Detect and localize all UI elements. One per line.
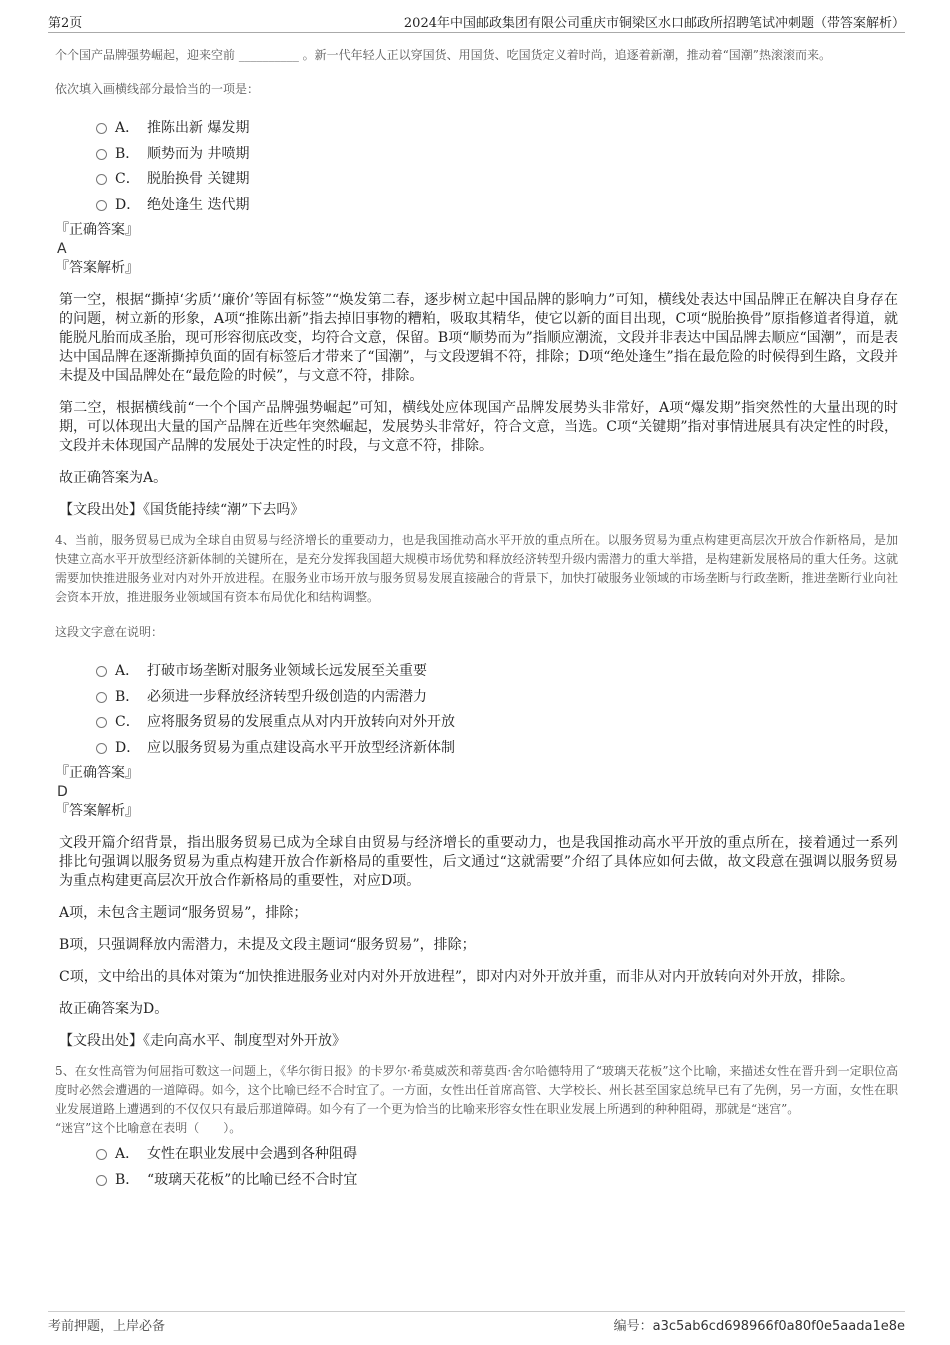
document-id: [614, 1315, 905, 1334]
analysis-option-b: B项，只强调释放内需潜力，未提及文段主题词“服务贸易”，排除；: [59, 937, 476, 953]
analysis-option-c: C项，文中给出的具体对策为“加快推进服务业对内对外开放进程”，即对内对外开放并重，而非从对内开放转向对外开放，排除。: [59, 969, 855, 985]
radio-icon[interactable]: [96, 692, 107, 703]
blank-line: __________: [238, 48, 299, 62]
question-stem: [55, 46, 898, 65]
stem-text-after: 。新一代年轻人正以穿国货、用国货、吃国货定义着时尚，追逐着新潮，推动着“国潮”热滚滚而来。: [302, 48, 831, 62]
radio-icon[interactable]: [96, 200, 107, 211]
options-list: [55, 1143, 898, 1194]
option-d[interactable]: D． 应以服务贸易为重点建设高水平开放型经济新体制: [55, 737, 898, 763]
footer-slogan: 考前押题，上岸必备: [48, 1319, 166, 1334]
analysis-paragraph: 第二空，根据横线前“一个个国产品牌强势崛起”可知，横线处应体现国产品牌发展势头非常好，A项“爆发期”指突然性的大量出现的时期，可以体现出大量的国产品牌在近些年突然崛起，发展势头非常好，符合文意，当选。C项“关键期”指对事情进展具有决定性的时段，文段并未体现国产品牌的发展处于决定性的时段，与文意不符，排除。: [59, 400, 898, 454]
option-b[interactable]: B． “玻璃天花板”的比喻已经不合时宜: [55, 1169, 898, 1195]
analysis-conclusion: 故正确答案为D。: [59, 1001, 169, 1017]
radio-icon[interactable]: [96, 666, 107, 677]
page-header: [48, 10, 905, 33]
radio-icon[interactable]: [96, 743, 107, 754]
answer-analysis-label: 『答案解析』: [55, 803, 139, 819]
radio-icon[interactable]: [96, 717, 107, 728]
option-a[interactable]: A． 打破市场垄断对服务业领域长远发展至关重要: [55, 660, 898, 686]
correct-answer: D: [57, 784, 68, 800]
options-list: [55, 660, 898, 762]
analysis-paragraph: 第一空，根据“撕掉‘劣质’‘廉价’等固有标签”“焕发第二春，逐步树立起中国品牌的影响力”可知，横线处表达中国品牌正在解决自身存在的问题，树立新的形象，A项“推陈出新”指去掉旧事物的糟粕，吸取其精华，使它以新的面目出现，C项“脱胎换骨”原指修道者得道，就能脱凡胎而成圣胎，现可形容彻底改变，均符合文意，保留。B项“顺势而为”指顺应潮流，文段并非表达中国品牌去顺应“国潮”，而是表达中国品牌在逐渐撕掉负面的固有标签后才带来了“国潮”，与文段逻辑不符，排除；D项“绝处逢生”指在最危险的时候得到生路，文段并未提及中国品牌处在“最危险的时候”，与文意不符，排除。: [59, 292, 898, 384]
option-c[interactable]: C． 应将服务贸易的发展重点从对内开放转向对外开放: [55, 711, 898, 737]
question-prompt: “迷宫”这个比喻意在表明（ ）。: [55, 1121, 242, 1135]
option-a[interactable]: A． 女性在职业发展中会遇到各种阻碍: [55, 1143, 898, 1169]
option-b[interactable]: B． 顺势而为 井喷期: [55, 143, 898, 169]
question-prompt: 这段文字意在说明：: [55, 625, 164, 639]
options-list: [55, 117, 898, 219]
analysis-option-a: A项，未包含主题词“服务贸易”，排除；: [59, 905, 308, 921]
question-3: [55, 46, 898, 520]
page-footer: [48, 1311, 905, 1334]
question-stem: 4、当前，服务贸易已成为全球自由贸易与经济增长的重要动力，也是我国推动高水平开放的重点所在。以服务贸易为重点构建更高层次开放合作新格局，是加快建立高水平开放型经济新体制的关键所在，是充分发挥我国超大规模市场优势和释放经济转型升级内需潜力的重大举措，是构建新发展格局的重大任务。这就需要加快推进服务业对内对外开放进程。在服务业市场开放与服务贸易发展直接融合的背景下，加快打破服务业领域的市场垄断与行政垄断，推进垄断行业向社会资本开放，推进服务业领域国有资本布局优化和结构调整。: [55, 533, 898, 604]
stem-text-before: 个个国产品牌强势崛起，迎来空前: [55, 48, 236, 62]
document-id-label: 编号：: [613, 1319, 653, 1334]
radio-icon[interactable]: [96, 149, 107, 160]
question-5: [55, 1062, 898, 1194]
question-4: [55, 531, 898, 1051]
radio-icon[interactable]: [96, 123, 107, 134]
correct-answer-label: 『正确答案』: [55, 765, 139, 781]
answer-analysis-label: 『答案解析』: [55, 260, 139, 276]
answer-analysis: [55, 834, 898, 1051]
option-a[interactable]: A． 推陈出新 爆发期: [55, 117, 898, 143]
radio-icon[interactable]: [96, 1149, 107, 1160]
option-d[interactable]: D． 绝处逢生 迭代期: [55, 194, 898, 220]
option-c[interactable]: C． 脱胎换骨 关键期: [55, 168, 898, 194]
radio-icon[interactable]: [96, 1175, 107, 1186]
option-b[interactable]: B． 必须进一步释放经济转型升级创造的内需潜力: [55, 686, 898, 712]
question-stem: 5、在女性高管为何屈指可数这一问题上，《华尔街日报》的卡罗尔·希莫威茨和蒂莫西·舍尔哈德特用了“玻璃天花板”这个比喻，来描述女性在晋升到一定职位高度时必然会遭遇的一道障碍。如今，这个比喻已经不合时宜了。一方面，女性出任首席高管、大学校长、州长甚至国家总统早已有了先例，另一方面，女性在职业发展道路上遭遇到的不仅仅只有最后那道障碍。如今有了一个更为恰当的比喻来形容女性在职业发展上所遇到的种种阻碍，那就是“迷宫”。: [55, 1064, 898, 1116]
correct-answer-label: 『正确答案』: [55, 222, 139, 238]
analysis-paragraph: 文段开篇介绍背景，指出服务贸易已成为全球自由贸易与经济增长的重要动力，也是我国推动高水平开放的重点所在，接着通过一系列排比句强调以服务贸易为重点构建开放合作新格局的重要性，后文通过“这就需要”介绍了具体应如何去做，故文段意在强调以服务贸易为重点构建更高层次开放合作新格局的重要性，对应D项。: [59, 835, 898, 889]
page-content: [55, 46, 898, 1194]
answer-analysis: [55, 291, 898, 520]
document-id-value: a3c5ab6cd698966f0a80f0e5aada1e8e: [652, 1319, 905, 1334]
analysis-conclusion: 故正确答案为A。: [59, 470, 168, 486]
radio-icon[interactable]: [96, 174, 107, 185]
source-citation: 【文段出处】《走向高水平、制度型对外开放》: [59, 1033, 346, 1049]
document-title: 2024年中国邮政集团有限公司重庆市铜梁区水口邮政所招聘笔试冲刺题（带答案解析）: [403, 16, 905, 31]
question-prompt: 依次填入画横线部分最恰当的一项是：: [55, 82, 260, 96]
source-citation: 【文段出处】《国货能持续“潮”下去吗》: [59, 502, 305, 518]
correct-answer: A: [57, 241, 67, 257]
page-number: 第2页: [48, 16, 83, 31]
